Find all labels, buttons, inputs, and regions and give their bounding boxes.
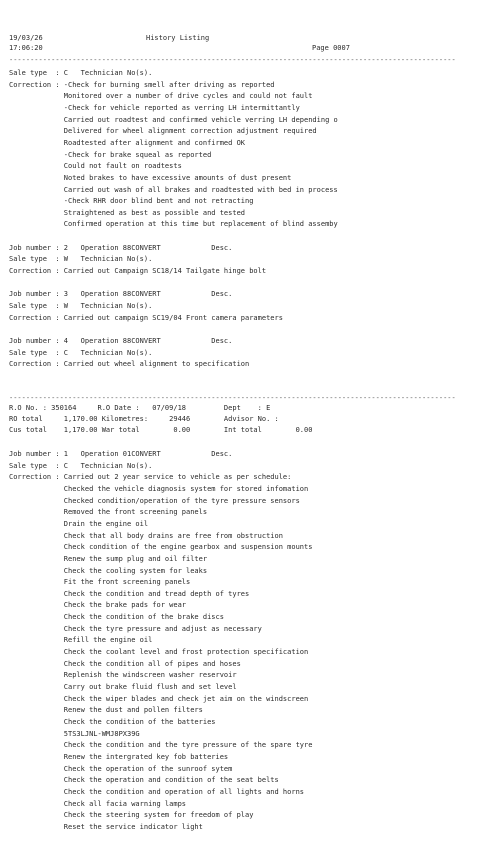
listing-line: Noted brakes to have excessive amounts of dust present — [9, 173, 292, 182]
listing-line: Check condition of the engine gearbox and suspension mounts — [9, 543, 313, 552]
listing-line: 5TS3LJNL-WMJ8PX39G — [9, 729, 140, 738]
listing-line: Fit the front screening panels — [9, 578, 191, 587]
listing-line: Checked condition/operation of the tyre pressure sensors — [9, 496, 300, 505]
listing-line: -Check for brake squeal as reported — [9, 150, 212, 159]
listing-line: Check that all body drains are free from obstruction — [9, 531, 283, 540]
report-title: History Listing — [146, 34, 210, 42]
listing-line: Sale type : C Technician No(s). — [9, 348, 153, 357]
listing-line: Drain the engine oil — [9, 519, 149, 528]
listing-line: Roadtested after alignment and confirmed OK — [9, 138, 246, 147]
listing-line: Check the tyre pressure and adjust as necessary — [9, 624, 262, 633]
ro-summary-line: R.O No. : 350164 R.O Date : 07/09/18 Dept : E — [9, 404, 271, 412]
listing-line: Correction : Carried out Campaign SC18/14 Tailgate hinge bolt — [9, 267, 267, 276]
listing-line: Replenish the windscreen washer reservoir — [9, 671, 237, 680]
listing-line: Check the operation of the sunroof sytem — [9, 764, 233, 773]
report-time: 17:06:20 — [9, 44, 43, 52]
listing-line: Straightened as best as possible and tested — [9, 208, 246, 217]
listing-line: Check the condition and operation of all lights and horns — [9, 787, 305, 796]
listing-line: Check the condition of the batteries — [9, 717, 216, 726]
listing-line: Sale type : W Technician No(s). — [9, 255, 153, 264]
listing-line: -Check for vehicle reported as verring LH intermittantly — [9, 103, 300, 112]
listing-line: Monitored over a number of drive cycles and could not fault — [9, 92, 313, 101]
listing-line: Correction : Carried out wheel alignment to specification — [9, 360, 250, 369]
listing-line: Carry out brake fluid flush and set level — [9, 683, 237, 691]
listing-line: Renew the dust and pollen filters — [9, 706, 203, 715]
listing-line: Check the condition of the brake discs — [9, 613, 224, 622]
listing-line: Sale type : C Technician No(s). — [9, 461, 153, 470]
listing-line: Check the wiper blades and check jet aim on the windscreen — [9, 694, 309, 703]
listing-line: Sale type : W Technician No(s). — [9, 302, 153, 310]
listing-line: Correction : Carried out 2 year service to vehicle as per schedule: — [9, 473, 292, 482]
listing-line: Reset the service indicator light — [9, 822, 203, 831]
listing-line: Carried out roadtest and confirmed vehicle verring LH depending o — [9, 115, 338, 124]
listing-line: Renew the intergrated key fob batteries — [9, 752, 229, 761]
listing-line: Job number : 3 Operation 88CONVERT Desc. — [9, 290, 233, 299]
listing-line: Refill the engine oil — [9, 636, 153, 645]
listing-line: Check the brake pads for wear — [9, 601, 187, 610]
listing-line: Could not fault on roadtests — [9, 162, 182, 171]
listing-line: Job number : 4 Operation 88CONVERT Desc. — [9, 336, 233, 345]
separator-line: ---------------------------------------------------------------------------------------------------------- — [9, 394, 456, 402]
report-date: 19/03/26 — [9, 34, 43, 42]
listing-line: Check the condition and tread depth of tyres — [9, 589, 250, 598]
listing-line: Sale type : C Technician No(s). — [9, 69, 153, 77]
listing-line: Carried out wash of all brakes and roadtested with bed in process — [9, 185, 338, 194]
listing-line: Check the condition and the tyre pressure of the spare tyre — [9, 741, 313, 750]
ro-summary-line: Cus total 1,170.00 War total 0.00 Int total 0.00 — [9, 426, 313, 434]
ro-summary-line: RO total 1,170.00 Kilometres: 29446 Advisor No. : — [9, 415, 279, 423]
listing-line: Check the coolant level and frost protection specification — [9, 648, 309, 657]
listing-line: Correction : -Check for burning smell after driving as reported — [9, 80, 275, 89]
listing-line: Checked the vehicle diagnosis system for stored infomation — [9, 484, 309, 493]
listing-line: Delivered for wheel alignment correction adjustment required — [9, 127, 317, 136]
listing-line: -Check RHR door blind bent and not retracting — [9, 197, 254, 206]
listing-line: Check all facia warning lamps — [9, 799, 187, 808]
listing-line: Check the cooling system for leaks — [9, 566, 208, 575]
separator-line: ---------------------------------------------------------------------------------------------------------- — [9, 56, 456, 64]
listing-line: Check the condition all of pipes and hoses — [9, 659, 241, 668]
page-number: Page 0007 — [312, 44, 350, 52]
listing-line: Job number : 2 Operation 88CONVERT Desc. — [9, 243, 233, 252]
listing-line: Check the steering system for freedom of play — [9, 811, 254, 820]
listing-line: Job number : 1 Operation 01CONVERT Desc. — [9, 450, 233, 458]
listing-line: Confirmed operation at this time but replacement of blind assemby — [9, 220, 338, 229]
listing-line: Renew the sump plug and oil filter — [9, 554, 208, 563]
listing-line: Correction : Carried out campaign SC19/04 Front camera parameters — [9, 313, 283, 322]
listing-line: Removed the front screening panels — [9, 508, 208, 517]
listing-line: Check the operation and condition of the seat belts — [9, 776, 279, 785]
